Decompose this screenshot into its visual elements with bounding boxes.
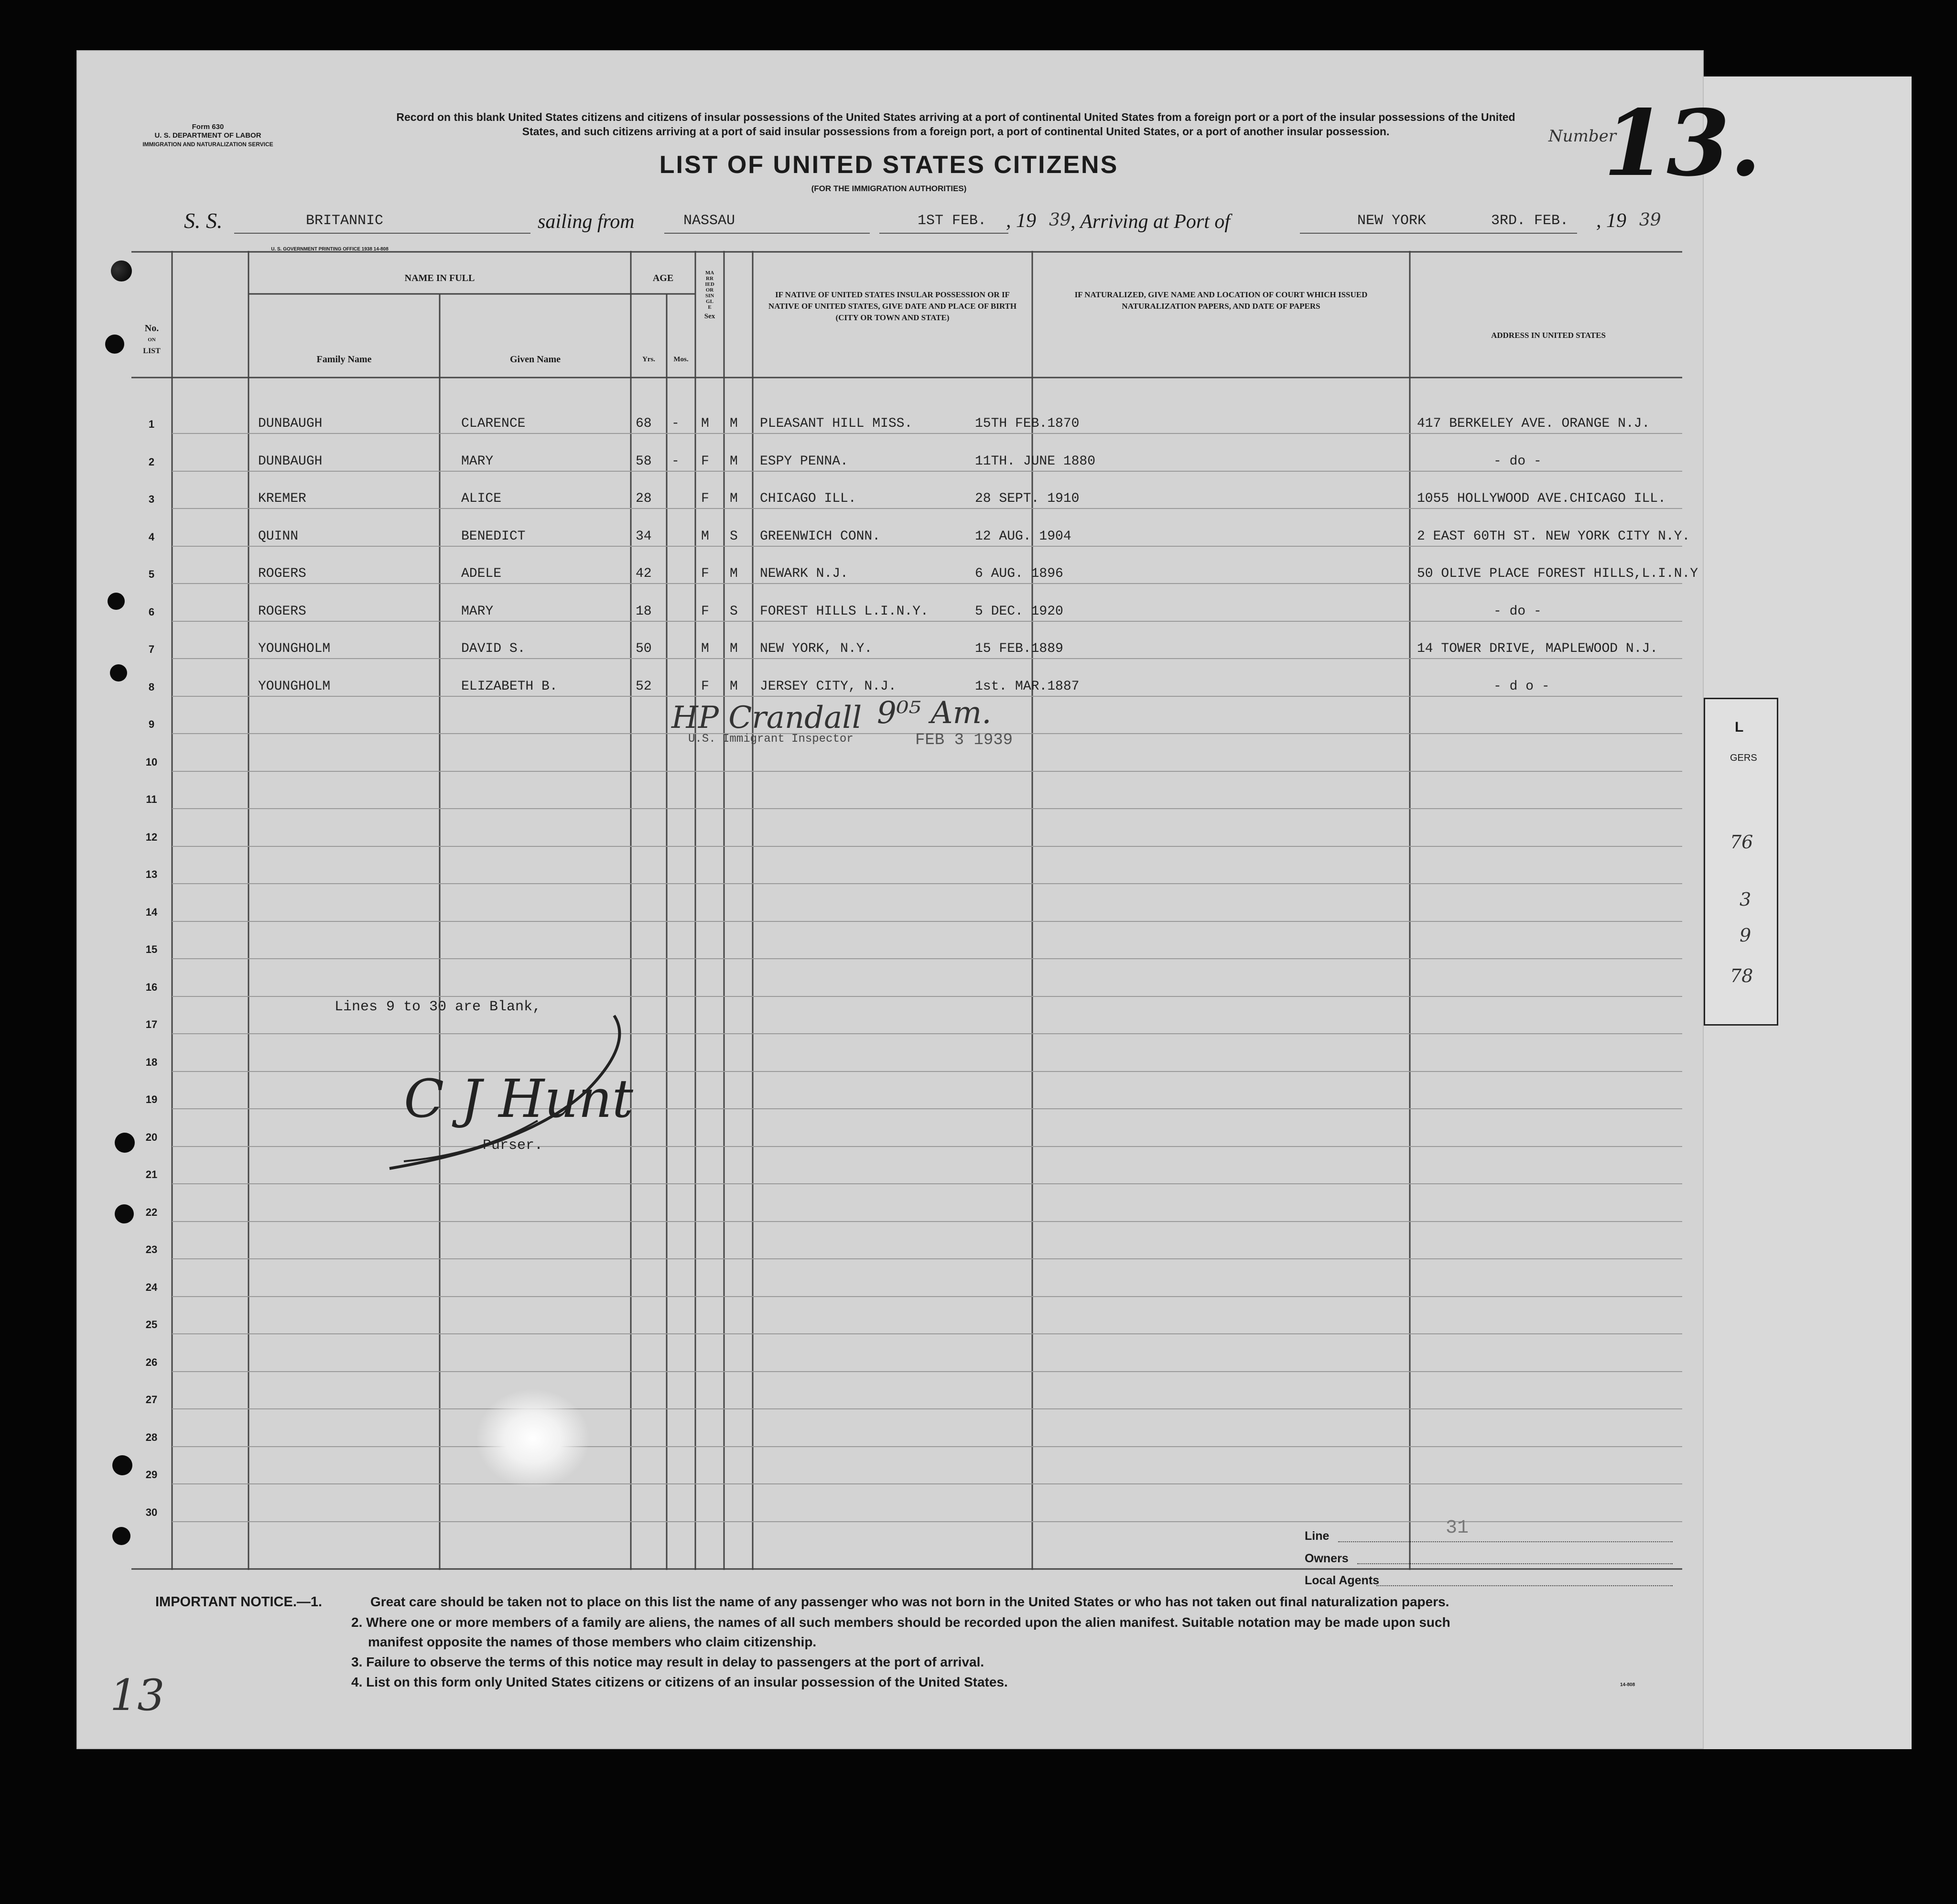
row-number: 14 <box>145 906 158 918</box>
cell-sex: M <box>701 641 709 656</box>
arrive-date: 3RD. FEB. <box>1491 213 1569 229</box>
header-age: AGE <box>652 273 674 283</box>
row-number: 20 <box>145 1131 158 1143</box>
header-birth: IF NATIVE OF UNITED STATES INSULAR POSSESSION OR IF NATIVE OF UNITED STATES, GIVE DATE AND PLACE OF BIRTH (CITY OR TOWN AND STATE) <box>768 290 1017 322</box>
ship-field <box>234 233 530 234</box>
row-number: 16 <box>145 981 158 993</box>
row-number: 8 <box>148 681 155 693</box>
gpo-imprint: U. S. GOVERNMENT PRINTING OFFICE 1938 14-808 <box>271 247 389 252</box>
cell-yrs: 34 <box>636 529 652 544</box>
cell-date: 15 FEB.1889 <box>975 641 1063 656</box>
notice-item-4: 4. List on this form only United States citizens or citizens of an insular possession of the United States. <box>351 1675 1008 1689</box>
row-number: 26 <box>145 1356 158 1368</box>
owners-field <box>1357 1563 1673 1564</box>
cell-place: JERSEY CITY, N.J. <box>760 679 897 694</box>
cell-family: DUNBAUGH <box>258 416 323 431</box>
edge-mark-78: 78 <box>1730 965 1753 986</box>
cell-address: 14 TOWER DRIVE, MAPLEWOOD N.J. <box>1417 641 1658 656</box>
cell-ms: M <box>730 491 738 506</box>
cell-sex: F <box>701 491 709 506</box>
punch-hole <box>112 1527 130 1545</box>
cell-yrs: 18 <box>636 604 652 619</box>
cell-family: YOUNGHOLM <box>258 641 331 656</box>
header-no-text: No. <box>144 323 159 334</box>
cell-address: - do - <box>1493 454 1542 469</box>
cell-given: MARY <box>461 454 494 469</box>
row-number: 23 <box>145 1244 158 1255</box>
cell-sex: F <box>701 566 709 581</box>
cell-address: 2 EAST 60TH ST. NEW YORK CITY N.Y. <box>1417 529 1690 544</box>
cell-yrs: 58 <box>636 454 652 469</box>
cell-ms: M <box>730 416 738 431</box>
purser-flourish <box>385 996 671 1188</box>
row-number: 25 <box>145 1319 158 1331</box>
row-number: 19 <box>145 1093 158 1105</box>
number-value: 13. <box>1603 90 1762 196</box>
edge-mark-l: L <box>1735 719 1744 735</box>
cell-date: 28 SEPT. 1910 <box>975 491 1080 506</box>
agents-field <box>1376 1585 1673 1586</box>
cell-date: 5 DEC. 1920 <box>975 604 1063 619</box>
cell-given: BENEDICT <box>461 529 526 544</box>
cell-mos: - <box>671 454 680 469</box>
port-from-field <box>664 233 870 234</box>
punch-hole <box>108 593 125 610</box>
cell-address: - do - <box>1493 604 1542 619</box>
header-sex: Sex <box>704 313 715 320</box>
row-number: 1 <box>148 418 155 430</box>
cell-sex: F <box>701 604 709 619</box>
paper-stain <box>476 1388 590 1489</box>
cell-place: NEWARK N.J. <box>760 566 848 581</box>
form-instructions: Record on this blank United States citizens and citizens of insular possessions of the United States arriving at a port of continental United States from a foreign port or a port of the insular possessions of the United States, and such citizens arriving at a port of said insular possessions from a foreign port, a port of continental United States, or a port of another insular possession. <box>396 111 1515 138</box>
punch-hole <box>111 260 132 281</box>
arrive-year: 39 <box>1639 210 1661 230</box>
inspector-signature: HP Crandall <box>671 700 862 736</box>
service: IMMIGRATION AND NATURALIZATION SERVICE <box>142 141 273 148</box>
cell-ms: S <box>730 604 738 619</box>
punch-hole <box>110 664 127 682</box>
header-no <box>131 323 172 357</box>
header-on-text: ON <box>148 337 156 343</box>
form-number: Form 630 <box>192 123 224 131</box>
row-number: 17 <box>145 1018 158 1030</box>
row-number: 28 <box>145 1431 158 1443</box>
cell-address: 1055 HOLLYWOOD AVE.CHICAGO ILL. <box>1417 491 1666 506</box>
agents-field-label: Local Agents <box>1305 1574 1380 1587</box>
number-label: Number <box>1548 127 1617 146</box>
row-number: 4 <box>148 531 155 543</box>
edge-mark-gers: GERS <box>1730 753 1757 763</box>
row-number: 27 <box>145 1394 158 1406</box>
cell-date: 12 AUG. 1904 <box>975 529 1071 544</box>
arriving-label: , Arriving at Port of <box>1070 211 1231 233</box>
cell-place: PLEASANT HILL MISS. <box>760 416 913 431</box>
ss-label: S. S. <box>184 208 223 233</box>
cell-address: - d o - <box>1493 679 1550 694</box>
row-number: 6 <box>148 606 155 618</box>
row-number: 7 <box>148 643 155 655</box>
row-number: 22 <box>145 1206 158 1218</box>
row-number: 9 <box>148 718 155 730</box>
blank-lines-note: Lines 9 to 30 are Blank, <box>335 999 541 1015</box>
owners-field-label: Owners <box>1305 1552 1349 1565</box>
row-number: 3 <box>148 493 155 505</box>
cell-ms: M <box>730 641 738 656</box>
purser-label: Purser. <box>483 1137 543 1154</box>
cell-yrs: 68 <box>636 416 652 431</box>
cell-family: KREMER <box>258 491 306 506</box>
inspector-time: 9⁰⁵ Am. <box>877 695 992 731</box>
ship-name: BRITANNIC <box>306 213 384 229</box>
page-subtitle: (FOR THE IMMIGRATION AUTHORITIES) <box>811 184 967 193</box>
row-number: 13 <box>145 868 158 880</box>
cell-sex: F <box>701 679 709 694</box>
edge-mark-76: 76 <box>1730 832 1753 853</box>
cell-family: YOUNGHOLM <box>258 679 331 694</box>
cell-date: 6 AUG. 1896 <box>975 566 1063 581</box>
notice-item-3: 3. Failure to observe the terms of this notice may result in delay to passengers at the port of arrival. <box>351 1655 984 1669</box>
cell-given: ALICE <box>461 491 502 506</box>
cell-ms: M <box>730 454 738 469</box>
cell-given: MARY <box>461 604 494 619</box>
cell-given: ELIZABETH B. <box>461 679 558 694</box>
row-number: 29 <box>145 1469 158 1481</box>
cell-yrs: 42 <box>636 566 652 581</box>
row-number: 30 <box>145 1506 158 1518</box>
cell-place: NEW YORK, N.Y. <box>760 641 873 656</box>
cell-family: ROGERS <box>258 566 306 581</box>
sail-date-field <box>879 233 1008 234</box>
cell-ms: S <box>730 529 738 544</box>
cell-given: ADELE <box>461 566 502 581</box>
header-family-name: Family Name <box>316 354 372 365</box>
page-title: LIST OF UNITED STATES CITIZENS <box>659 151 1119 179</box>
header-married: MARRIED OR SINGLE <box>705 270 714 310</box>
inspector-date: FEB 3 1939 <box>915 731 1013 749</box>
row-number: 11 <box>146 793 157 805</box>
cell-date: 15TH FEB.1870 <box>975 416 1080 431</box>
cell-place: ESPY PENNA. <box>760 454 848 469</box>
row-number: 5 <box>148 568 155 580</box>
cell-family: QUINN <box>258 529 299 544</box>
punch-hole <box>115 1133 135 1153</box>
manifest-table <box>131 251 1698 1570</box>
notice-heading: IMPORTANT NOTICE.—1. <box>155 1594 323 1610</box>
row-number: 15 <box>145 943 158 955</box>
cell-yrs: 50 <box>636 641 652 656</box>
footer-code: 14-808 <box>1620 1682 1635 1688</box>
cell-ms: M <box>730 566 738 581</box>
stamp-number: 31 <box>1446 1517 1469 1539</box>
row-number: 21 <box>145 1168 158 1180</box>
header-naturalized: IF NATURALIZED, GIVE NAME AND LOCATION OF COURT WHICH ISSUED NATURALIZATION PAPERS, AND DATE OF PAPERS <box>1074 290 1368 311</box>
cell-sex: M <box>701 529 709 544</box>
edge-mark-3: 3 <box>1740 889 1752 910</box>
port-from: NASSAU <box>683 213 735 229</box>
cell-given: DAVID S. <box>461 641 526 656</box>
cell-family: ROGERS <box>258 604 306 619</box>
arrive-year-prefix: , 19 <box>1596 210 1626 232</box>
cell-family: DUNBAUGH <box>258 454 323 469</box>
punch-hole <box>112 1455 132 1475</box>
department: U. S. DEPARTMENT OF LABOR <box>154 131 261 140</box>
port-to: NEW YORK <box>1357 213 1427 229</box>
sail-year-prefix: , 19 <box>1006 210 1036 232</box>
row-number: 10 <box>145 756 158 768</box>
row-number: 12 <box>145 831 158 843</box>
line-field <box>1338 1541 1673 1542</box>
cell-address: 50 OLIVE PLACE FOREST HILLS,L.I.N.Y <box>1417 566 1698 581</box>
cell-address: 417 BERKELEY AVE. ORANGE N.J. <box>1417 416 1650 431</box>
purser-signature: C J Hunt <box>404 1068 634 1129</box>
header-address: ADDRESS IN UNITED STATES <box>1491 331 1606 340</box>
cell-given: CLARENCE <box>461 416 526 431</box>
margin-number: 13 <box>110 1670 165 1720</box>
sail-year: 39 <box>1049 210 1071 230</box>
header-mos: Mos. <box>673 356 689 363</box>
row-number: 2 <box>148 456 155 468</box>
cell-ms: M <box>730 679 738 694</box>
header-name-in-full: NAME IN FULL <box>404 273 475 283</box>
cell-date: 11TH. JUNE 1880 <box>975 454 1096 469</box>
punch-hole <box>105 335 124 354</box>
sailing-label: sailing from <box>538 211 635 233</box>
notice-item-2a: 2. Where one or more members of a family are aliens, the names of all such members should be recorded upon the alien manifest. Suitable notation may be made upon such <box>351 1615 1450 1630</box>
row-number: 18 <box>145 1056 158 1068</box>
table-grid <box>131 251 1682 1570</box>
notice-item-1: Great care should be taken not to place on this list the name of any passenger who was not born in the United States or who has not taken out final naturalization papers. <box>370 1594 1449 1609</box>
cell-mos: - <box>671 416 680 431</box>
cell-place: CHICAGO ILL. <box>760 491 856 506</box>
cell-place: GREENWICH CONN. <box>760 529 881 544</box>
punch-hole <box>115 1204 134 1223</box>
row-number: 24 <box>145 1281 158 1293</box>
cell-sex: F <box>701 454 709 469</box>
cell-yrs: 28 <box>636 491 652 506</box>
notice-item-2b: manifest opposite the names of those members who claim citizenship. <box>368 1634 817 1649</box>
cell-yrs: 52 <box>636 679 652 694</box>
cell-place: FOREST HILLS L.I.N.Y. <box>760 604 929 619</box>
sail-date: 1ST FEB. <box>918 213 987 229</box>
header-yrs: Yrs. <box>642 356 656 363</box>
inspector-label: U.S. Immigrant Inspector <box>688 733 854 746</box>
header-given-name: Given Name <box>509 354 561 365</box>
cell-date: 1st. MAR.1887 <box>975 679 1080 694</box>
cell-sex: M <box>701 416 709 431</box>
edge-mark-9: 9 <box>1740 925 1752 946</box>
port-to-field <box>1300 233 1577 234</box>
header-list-text: LIST <box>143 347 161 355</box>
line-field-label: Line <box>1305 1529 1330 1543</box>
